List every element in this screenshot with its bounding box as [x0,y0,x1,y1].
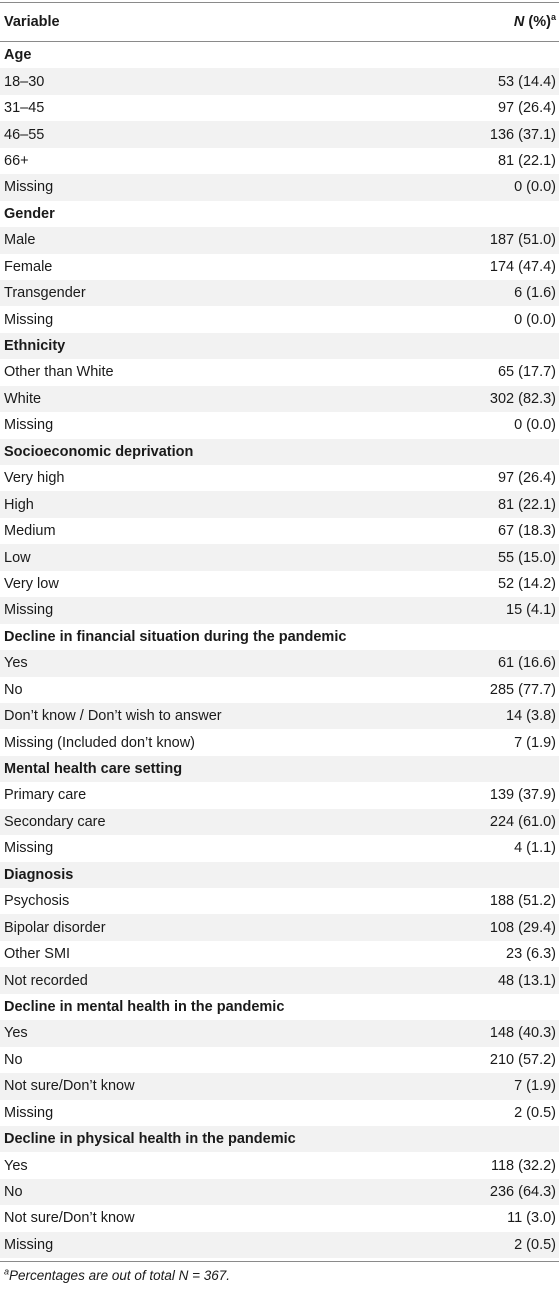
row-value: 6 (1.6) [514,285,556,302]
row-label: 18–30 [4,73,45,90]
row-value: 67 (18.3) [497,523,556,540]
table-row [0,386,559,412]
row-value: 0 (0.0) [514,311,556,328]
row-label: No [4,1184,23,1201]
row-label: Psychosis [4,893,70,910]
row-value: 174 (47.4) [489,258,556,275]
table-row [0,359,559,385]
table-row [0,914,559,940]
table-footnote [0,1262,559,1283]
row-label: White [4,390,42,407]
table-row [0,597,559,623]
table-row [0,306,559,332]
row-value: 15 (4.1) [506,602,556,619]
row-value: 81 (22.1) [497,152,556,169]
row-value: 55 (15.0) [497,549,556,566]
row-value: 53 (14.4) [497,73,556,90]
row-label: Male [4,232,36,249]
row-label: Don’t know / Don’t wish to answer [4,708,222,725]
row-value: 285 (77.7) [489,681,556,698]
section-label: Age [4,47,32,64]
table-row [0,1073,559,1099]
row-label: Other than White [4,364,114,381]
header-variable: Variable [4,14,60,30]
footnote-mark: a [4,1266,10,1277]
row-value: 97 (26.4) [497,100,556,117]
table-row [0,1205,559,1231]
row-value: 224 (61.0) [489,813,556,830]
row-label: Missing [4,840,54,857]
section-header-row [0,201,559,227]
table-header [0,3,559,41]
row-label: 31–45 [4,100,45,117]
row-value: 2 (0.5) [514,1236,556,1253]
section-header-row [0,1126,559,1152]
table-row [0,174,559,200]
row-label: Missing [4,602,54,619]
table-row [0,941,559,967]
section-header-row [0,756,559,782]
table-row [0,703,559,729]
section-label: Diagnosis [4,866,74,883]
row-label: Missing [4,179,54,196]
row-value: 2 (0.5) [514,1104,556,1121]
table-row [0,1232,559,1258]
table-row [0,544,559,570]
section-label: Mental health care setting [4,761,183,778]
row-label: Bipolar disorder [4,919,106,936]
table-row [0,729,559,755]
row-label: No [4,1051,23,1068]
table-row [0,1020,559,1046]
table-row [0,1152,559,1178]
row-label: Missing (Included don’t know) [4,734,196,751]
row-label: Missing [4,311,54,328]
row-value: 48 (13.1) [497,972,556,989]
row-value: 7 (1.9) [514,734,556,751]
table-row [0,650,559,676]
row-value: 188 (51.2) [489,893,556,910]
table-row [0,465,559,491]
table-row [0,491,559,517]
section-header-row [0,42,559,68]
table-row [0,518,559,544]
row-label: Very high [4,470,65,487]
row-value: 302 (82.3) [489,390,556,407]
row-value: 210 (57.2) [489,1051,556,1068]
table-row [0,121,559,147]
row-label: Yes [4,655,28,672]
table-row [0,1100,559,1126]
table-row [0,280,559,306]
row-value: 81 (22.1) [497,496,556,513]
table-row [0,677,559,703]
row-label: No [4,681,23,698]
row-label: Yes [4,1025,28,1042]
row-value: 118 (32.2) [490,1157,556,1174]
table-row [0,148,559,174]
row-value: 52 (14.2) [497,575,556,592]
row-label: Secondary care [4,813,106,830]
table-row [0,835,559,861]
table-row [0,782,559,808]
row-value: 139 (37.9) [489,787,556,804]
row-label: Yes [4,1157,28,1174]
table-row [0,571,559,597]
section-label: Socioeconomic deprivation [4,443,194,460]
section-header-row [0,624,559,650]
table-row [0,1047,559,1073]
row-label: High [4,496,34,513]
row-label: 66+ [4,152,29,169]
section-label: Gender [4,205,55,222]
row-label: Not recorded [4,972,88,989]
section-label: Decline in mental health in the pandemic [4,998,285,1015]
section-header-row [0,994,559,1020]
row-label: Low [4,549,31,566]
section-header-row [0,862,559,888]
row-value: 23 (6.3) [506,946,556,963]
row-value: 61 (16.6) [497,655,556,672]
table-row [0,967,559,993]
section-label: Ethnicity [4,338,66,355]
demographics-table [0,2,559,1283]
row-label: Missing [4,417,54,434]
row-value: 65 (17.7) [497,364,556,381]
table-row [0,1179,559,1205]
row-label: Medium [4,523,56,540]
row-value: 236 (64.3) [489,1184,556,1201]
table-row [0,68,559,94]
row-value: 0 (0.0) [514,179,556,196]
row-value: 108 (29.4) [489,919,556,936]
header-pct: (%) [524,14,551,30]
row-label: Primary care [4,787,87,804]
section-label: Decline in physical health in the pandemic [4,1131,296,1148]
table-row [0,227,559,253]
row-value: 97 (26.4) [497,470,556,487]
section-label: Decline in financial situation during the pandemic [4,628,347,645]
row-label: Missing [4,1104,54,1121]
row-value: 187 (51.0) [489,232,556,249]
row-label: Not sure/Don’t know [4,1078,135,1095]
row-value: 136 (37.1) [489,126,556,143]
row-value: 4 (1.1) [514,840,556,857]
row-label: Very low [4,575,59,592]
row-value: 0 (0.0) [514,417,556,434]
row-label: Other SMI [4,946,71,963]
header-n: N [513,14,525,30]
row-value: 11 (3.0) [507,1210,556,1227]
row-label: Missing [4,1236,54,1253]
row-label: 46–55 [4,126,45,143]
row-value: 148 (40.3) [489,1025,556,1042]
row-value: 7 (1.9) [514,1078,556,1095]
table-body [0,42,559,1258]
row-value: 14 (3.8) [506,708,556,725]
section-header-row [0,333,559,359]
row-label: Female [4,258,53,275]
row-label: Not sure/Don’t know [4,1210,135,1227]
header-footnote-mark: a [550,12,556,23]
row-label: Transgender [4,285,86,302]
table-row [0,95,559,121]
section-header-row [0,439,559,465]
header-n-pct [514,14,556,30]
table-row [0,809,559,835]
table-row [0,888,559,914]
table-row [0,412,559,438]
table-row [0,254,559,280]
footnote-text: Percentages are out of total N = 367. [9,1268,231,1284]
